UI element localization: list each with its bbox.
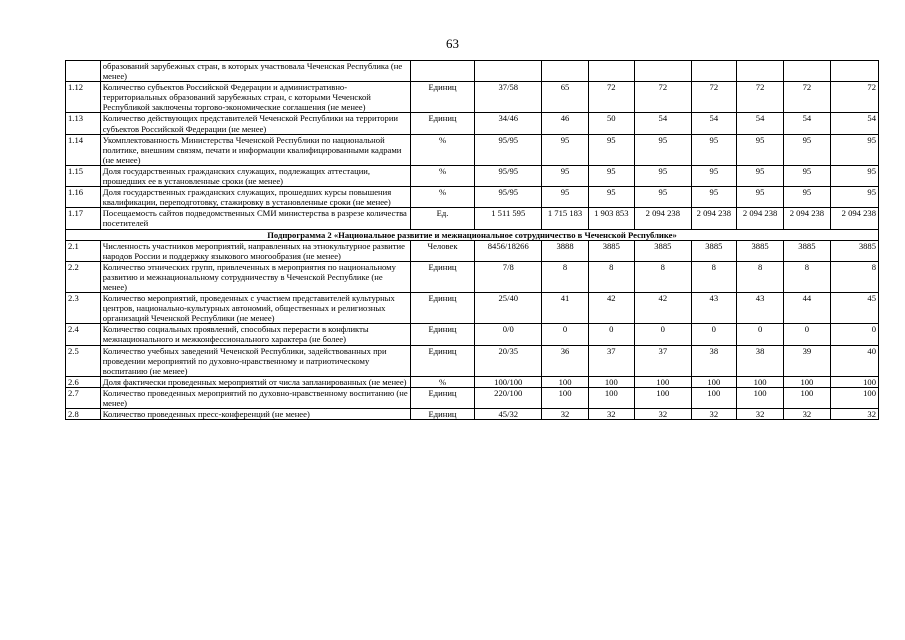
table-row: [66, 134, 879, 165]
unit-cell: Ед.: [410, 208, 474, 229]
indicator-number: 1.12: [66, 82, 101, 113]
value-cell: 0/0: [475, 324, 542, 345]
value-cell: [475, 61, 542, 82]
table-row: [66, 208, 879, 229]
value-cell: 32: [588, 409, 634, 420]
unit-cell: Единиц: [410, 345, 474, 376]
value-cell: 37: [588, 345, 634, 376]
value-cell: 95: [588, 134, 634, 165]
table-row: [66, 345, 879, 376]
indicator-name: Количество мероприятий, проведенных с участием представителей культурных центров, национально-культурных автономий, общественных и религиозных организаций Чеченской Республики (не менее): [100, 293, 410, 324]
indicator-number: [66, 61, 101, 82]
value-cell: 32: [830, 409, 878, 420]
value-cell: 0: [830, 324, 878, 345]
value-cell: 46: [542, 113, 588, 134]
value-cell: 100: [588, 376, 634, 387]
value-cell: 95: [542, 134, 588, 165]
value-cell: 8: [736, 261, 783, 292]
value-cell: 95: [691, 134, 736, 165]
indicator-name: Количество субъектов Российской Федерации и административно-территориальных образований зарубежных стран, с которыми Чеченской Республикой заключены торгово-экономические соглашения (не менее): [100, 82, 410, 113]
indicators-table: [65, 60, 879, 420]
section-title: Подпрограмма 2 «Национальное развитие и межнациональное сотрудничество в Чеченской Республике»: [66, 229, 879, 240]
value-cell: 2 094 238: [784, 208, 830, 229]
value-cell: 3885: [736, 240, 783, 261]
indicator-name: Укомплектованность Министерства Чеченской Республики по национальной политике, внешним связям, печати и информации квалифицированными кадрами (не менее): [100, 134, 410, 165]
indicator-name: Доля государственных гражданских служащих, подлежащих аттестации, прошедших ее в установленные сроки (не менее): [100, 165, 410, 186]
table-row: [66, 293, 879, 324]
value-cell: [736, 61, 783, 82]
indicator-number: 2.1: [66, 240, 101, 261]
value-cell: 3885: [784, 240, 830, 261]
value-cell: 95: [588, 187, 634, 208]
indicator-name: Количество социальных проявлений, способных перерасти в конфликты межнационального и межконфессионального характера (не более): [100, 324, 410, 345]
indicator-name: Количество учебных заведений Чеченской Республики, задействованных при проведении мероприятий по духовно-нравственному и патриотическому воспитанию (не менее): [100, 345, 410, 376]
value-cell: 1 511 595: [475, 208, 542, 229]
unit-cell: Единиц: [410, 293, 474, 324]
value-cell: 0: [736, 324, 783, 345]
indicator-number: 1.17: [66, 208, 101, 229]
indicator-number: 2.2: [66, 261, 101, 292]
value-cell: 100: [691, 387, 736, 408]
value-cell: 100/100: [475, 376, 542, 387]
value-cell: 100: [736, 376, 783, 387]
indicator-name: Количество проведенных пресс-конференций (не менее): [100, 409, 410, 420]
value-cell: 41: [542, 293, 588, 324]
value-cell: 95: [736, 187, 783, 208]
value-cell: 8: [830, 261, 878, 292]
table-row: [66, 113, 879, 134]
value-cell: 220/100: [475, 387, 542, 408]
value-cell: 95: [634, 165, 691, 186]
indicator-name: Доля фактически проведенных мероприятий от числа запланированных (не менее): [100, 376, 410, 387]
indicator-number: 2.6: [66, 376, 101, 387]
table-row: [66, 324, 879, 345]
value-cell: 3885: [691, 240, 736, 261]
value-cell: 8456/18266: [475, 240, 542, 261]
value-cell: 37/58: [475, 82, 542, 113]
unit-cell: %: [410, 187, 474, 208]
value-cell: 0: [691, 324, 736, 345]
unit-cell: Человек: [410, 240, 474, 261]
value-cell: 45: [830, 293, 878, 324]
value-cell: 95: [830, 165, 878, 186]
value-cell: 0: [634, 324, 691, 345]
value-cell: [542, 61, 588, 82]
value-cell: 100: [588, 387, 634, 408]
value-cell: 8: [542, 261, 588, 292]
unit-cell: Единиц: [410, 82, 474, 113]
unit-cell: [410, 61, 474, 82]
value-cell: 37: [634, 345, 691, 376]
value-cell: 54: [830, 113, 878, 134]
value-cell: 72: [634, 82, 691, 113]
value-cell: 95/95: [475, 134, 542, 165]
value-cell: 95: [736, 134, 783, 165]
value-cell: 32: [634, 409, 691, 420]
value-cell: 72: [830, 82, 878, 113]
value-cell: 8: [784, 261, 830, 292]
indicator-name: Доля государственных гражданских служащих, прошедших курсы повышения квалификации, переподготовку, стажировку в установленные сроки (не менее): [100, 187, 410, 208]
value-cell: 95: [691, 187, 736, 208]
value-cell: 8: [634, 261, 691, 292]
unit-cell: %: [410, 376, 474, 387]
value-cell: 42: [588, 293, 634, 324]
value-cell: 95: [542, 165, 588, 186]
value-cell: 95: [784, 187, 830, 208]
table-row: [66, 376, 879, 387]
value-cell: 8: [691, 261, 736, 292]
value-cell: 95: [784, 165, 830, 186]
value-cell: 45/32: [475, 409, 542, 420]
value-cell: 95: [542, 187, 588, 208]
value-cell: 100: [736, 387, 783, 408]
table-row: [66, 240, 879, 261]
unit-cell: %: [410, 134, 474, 165]
indicator-name: Численность участников мероприятий, направленных на этнокультурное развитие народов России и поддержку языкового многообразия (не менее): [100, 240, 410, 261]
value-cell: 100: [691, 376, 736, 387]
table-row: [66, 261, 879, 292]
value-cell: 95: [588, 165, 634, 186]
value-cell: 25/40: [475, 293, 542, 324]
value-cell: 3888: [542, 240, 588, 261]
value-cell: 38: [691, 345, 736, 376]
value-cell: 72: [736, 82, 783, 113]
value-cell: 38: [736, 345, 783, 376]
value-cell: 54: [736, 113, 783, 134]
value-cell: 100: [634, 387, 691, 408]
value-cell: 32: [736, 409, 783, 420]
value-cell: 100: [784, 387, 830, 408]
value-cell: 72: [691, 82, 736, 113]
value-cell: 2 094 238: [634, 208, 691, 229]
value-cell: 100: [830, 376, 878, 387]
value-cell: 54: [784, 113, 830, 134]
value-cell: [784, 61, 830, 82]
page-number: 63: [446, 36, 459, 51]
indicator-number: 1.14: [66, 134, 101, 165]
value-cell: 32: [542, 409, 588, 420]
value-cell: 2 094 238: [736, 208, 783, 229]
value-cell: 40: [830, 345, 878, 376]
value-cell: 95: [830, 134, 878, 165]
indicator-number: 2.7: [66, 387, 101, 408]
value-cell: 36: [542, 345, 588, 376]
value-cell: 42: [634, 293, 691, 324]
table-row: [66, 187, 879, 208]
value-cell: 95: [784, 134, 830, 165]
value-cell: 100: [542, 376, 588, 387]
value-cell: 72: [784, 82, 830, 113]
value-cell: 32: [691, 409, 736, 420]
value-cell: 95/95: [475, 165, 542, 186]
unit-cell: Единиц: [410, 324, 474, 345]
value-cell: 43: [691, 293, 736, 324]
value-cell: 20/35: [475, 345, 542, 376]
value-cell: [588, 61, 634, 82]
unit-cell: Единиц: [410, 409, 474, 420]
unit-cell: Единиц: [410, 387, 474, 408]
value-cell: 1 715 183: [542, 208, 588, 229]
value-cell: 95: [830, 187, 878, 208]
table-row: [66, 61, 879, 82]
value-cell: 43: [736, 293, 783, 324]
value-cell: 3885: [634, 240, 691, 261]
table-row: [66, 165, 879, 186]
indicator-number: 2.5: [66, 345, 101, 376]
indicator-number: 2.8: [66, 409, 101, 420]
indicator-name: Количество этнических групп, привлеченных в мероприятия по национальному развитию и межнациональному сотрудничеству в Чеченской Республике (не менее): [100, 261, 410, 292]
unit-cell: %: [410, 165, 474, 186]
value-cell: [691, 61, 736, 82]
value-cell: 100: [542, 387, 588, 408]
value-cell: 3885: [588, 240, 634, 261]
value-cell: 95: [736, 165, 783, 186]
value-cell: 100: [634, 376, 691, 387]
value-cell: 0: [588, 324, 634, 345]
indicator-number: 1.15: [66, 165, 101, 186]
table-row: [66, 387, 879, 408]
value-cell: 32: [784, 409, 830, 420]
value-cell: 50: [588, 113, 634, 134]
value-cell: 0: [542, 324, 588, 345]
value-cell: 2 094 238: [691, 208, 736, 229]
indicator-name: Посещаемость сайтов подведомственных СМИ министерства в разрезе количества посетителей: [100, 208, 410, 229]
value-cell: 3885: [830, 240, 878, 261]
value-cell: 100: [830, 387, 878, 408]
value-cell: 1 903 853: [588, 208, 634, 229]
value-cell: 44: [784, 293, 830, 324]
value-cell: 0: [784, 324, 830, 345]
indicator-name: Количество проведенных мероприятий по духовно-нравственному воспитанию (не менее): [100, 387, 410, 408]
value-cell: 72: [588, 82, 634, 113]
value-cell: 39: [784, 345, 830, 376]
value-cell: 100: [784, 376, 830, 387]
value-cell: 95: [691, 165, 736, 186]
unit-cell: Единиц: [410, 113, 474, 134]
value-cell: 54: [634, 113, 691, 134]
value-cell: [830, 61, 878, 82]
unit-cell: Единиц: [410, 261, 474, 292]
value-cell: 95: [634, 187, 691, 208]
indicator-number: 1.16: [66, 187, 101, 208]
section-row: [66, 229, 879, 240]
indicator-number: 2.3: [66, 293, 101, 324]
table-row: [66, 82, 879, 113]
indicator-number: 2.4: [66, 324, 101, 345]
indicator-name: образований зарубежных стран, в которых участвовала Чеченская Республика (не менее): [100, 61, 410, 82]
value-cell: 95: [634, 134, 691, 165]
value-cell: 8: [588, 261, 634, 292]
value-cell: [634, 61, 691, 82]
table-row: [66, 409, 879, 420]
indicator-name: Количество действующих представителей Чеченской Республики на территории субъектов Российской Федерации (не менее): [100, 113, 410, 134]
indicator-number: 1.13: [66, 113, 101, 134]
value-cell: 95/95: [475, 187, 542, 208]
value-cell: 7/8: [475, 261, 542, 292]
value-cell: 65: [542, 82, 588, 113]
value-cell: 54: [691, 113, 736, 134]
value-cell: 34/46: [475, 113, 542, 134]
value-cell: 2 094 238: [830, 208, 878, 229]
